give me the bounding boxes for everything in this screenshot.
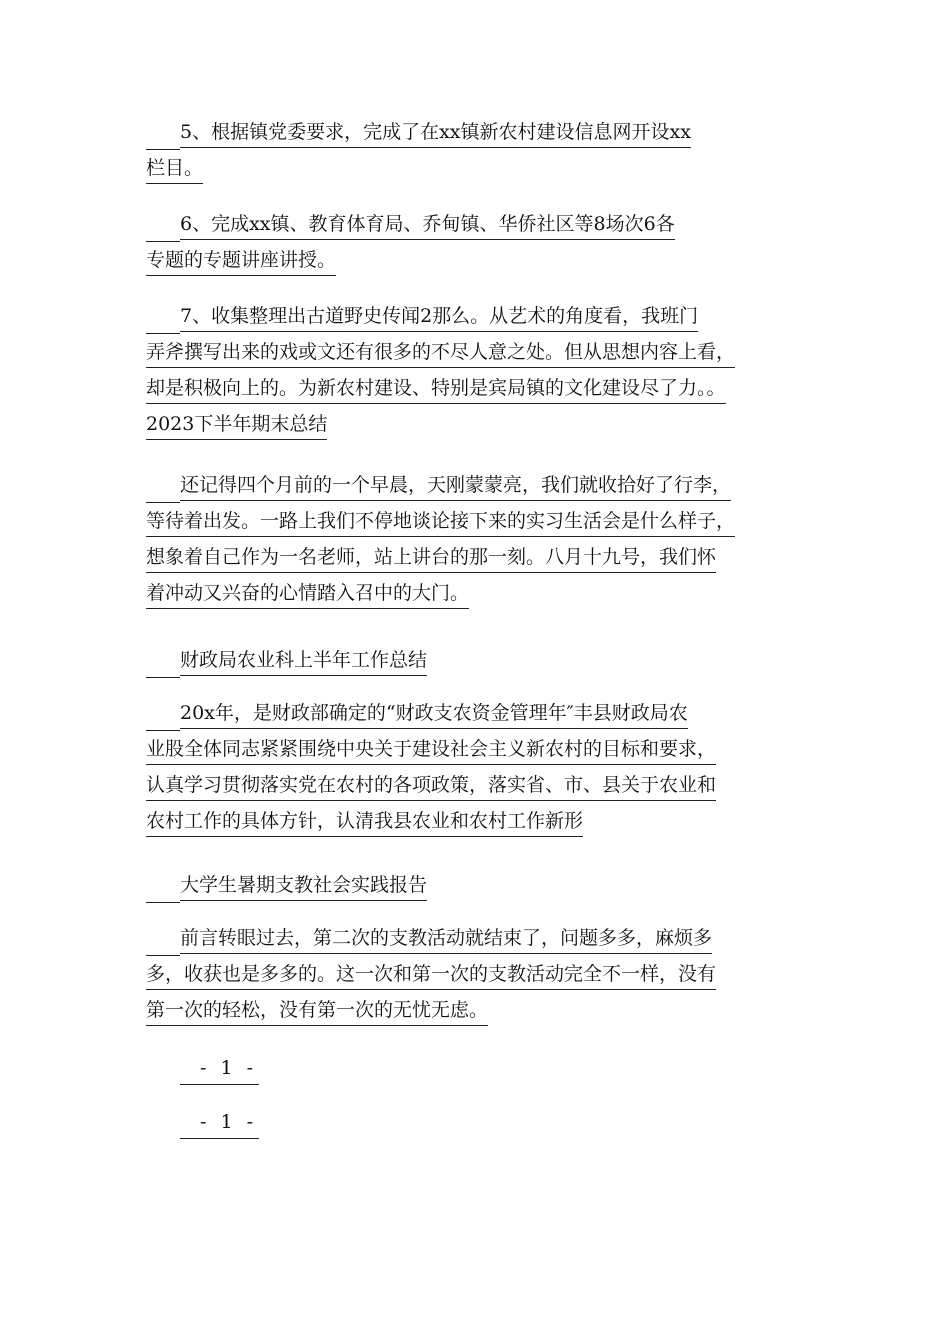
paragraph-finance bbox=[146, 695, 836, 839]
text-line: 5、根据镇党委要求，完成了在xx镇新农村建设信息网开设xx bbox=[180, 119, 691, 148]
text-line: 6、完成xx镇、教育体育局、乔甸镇、华侨社区等8场次6各 bbox=[180, 211, 675, 240]
paragraph-item-7 bbox=[146, 298, 836, 442]
paragraph-teaching bbox=[146, 920, 836, 1028]
paragraph-item-5 bbox=[146, 114, 836, 186]
text-line: 大学生暑期支教社会实践报告 bbox=[180, 872, 427, 901]
text-line: 却是积极向上的。为新农村建设、特别是宾局镇的文化建设尽了力。。 bbox=[146, 375, 726, 404]
text-line: 着冲动又兴奋的心情踏入召中的大门。 bbox=[146, 580, 469, 609]
text-line: 第一次的轻松，没有第一次的无忧无虑。 bbox=[146, 997, 488, 1026]
text-line: 前言转眼过去，第二次的支教活动就结束了，问题多多，麻烦多 bbox=[180, 925, 712, 954]
text-line: 财政局农业科上半年工作总结 bbox=[180, 647, 427, 676]
text-line: 弄斧撰写出来的戏或文还有很多的不尽人意之处。但从思想内容上看， bbox=[146, 339, 735, 368]
paragraph-item-6 bbox=[146, 206, 836, 278]
text-line: 专题的专题讲座讲授。 bbox=[146, 247, 336, 276]
heading-finance-bureau bbox=[146, 642, 836, 678]
text-line: 2023下半年期末总结 bbox=[146, 411, 327, 440]
text-line: 等待着出发。一路上我们不停地谈论接下来的实习生活会是什么样子， bbox=[146, 508, 735, 537]
text-line: 想象着自己作为一名老师，站上讲台的那一刻。八月十九号，我们怀 bbox=[146, 544, 716, 573]
page-number: - 1 - bbox=[180, 1054, 259, 1085]
text-line: 还记得四个月前的一个早晨，天刚蒙蒙亮，我们就收拾好了行李， bbox=[180, 472, 731, 501]
text-line: 多，收获也是多多的。这一次和第一次的支教活动完全不一样，没有 bbox=[146, 961, 716, 990]
text-line: 认真学习贯彻落实党在农村的各项政策，落实省、市、县关于农业和 bbox=[146, 772, 716, 801]
page-number: - 1 - bbox=[180, 1108, 259, 1139]
text-line: 7、收集整理出古道野史传闻2那么。从艺术的角度看，我班门 bbox=[180, 303, 698, 332]
paragraph-internship bbox=[146, 467, 836, 611]
text-line: 20x年，是财政部确定的“财政支农资金管理年″丰县财政局农 bbox=[180, 700, 688, 729]
text-line: 农村工作的具体方针，认清我县农业和农村工作新形 bbox=[146, 808, 583, 837]
heading-teaching-report bbox=[146, 867, 836, 903]
text-line: 业股全体同志紧紧围绕中央关于建设社会主义新农村的目标和要求， bbox=[146, 736, 716, 765]
text-line: 栏目。 bbox=[146, 155, 203, 184]
